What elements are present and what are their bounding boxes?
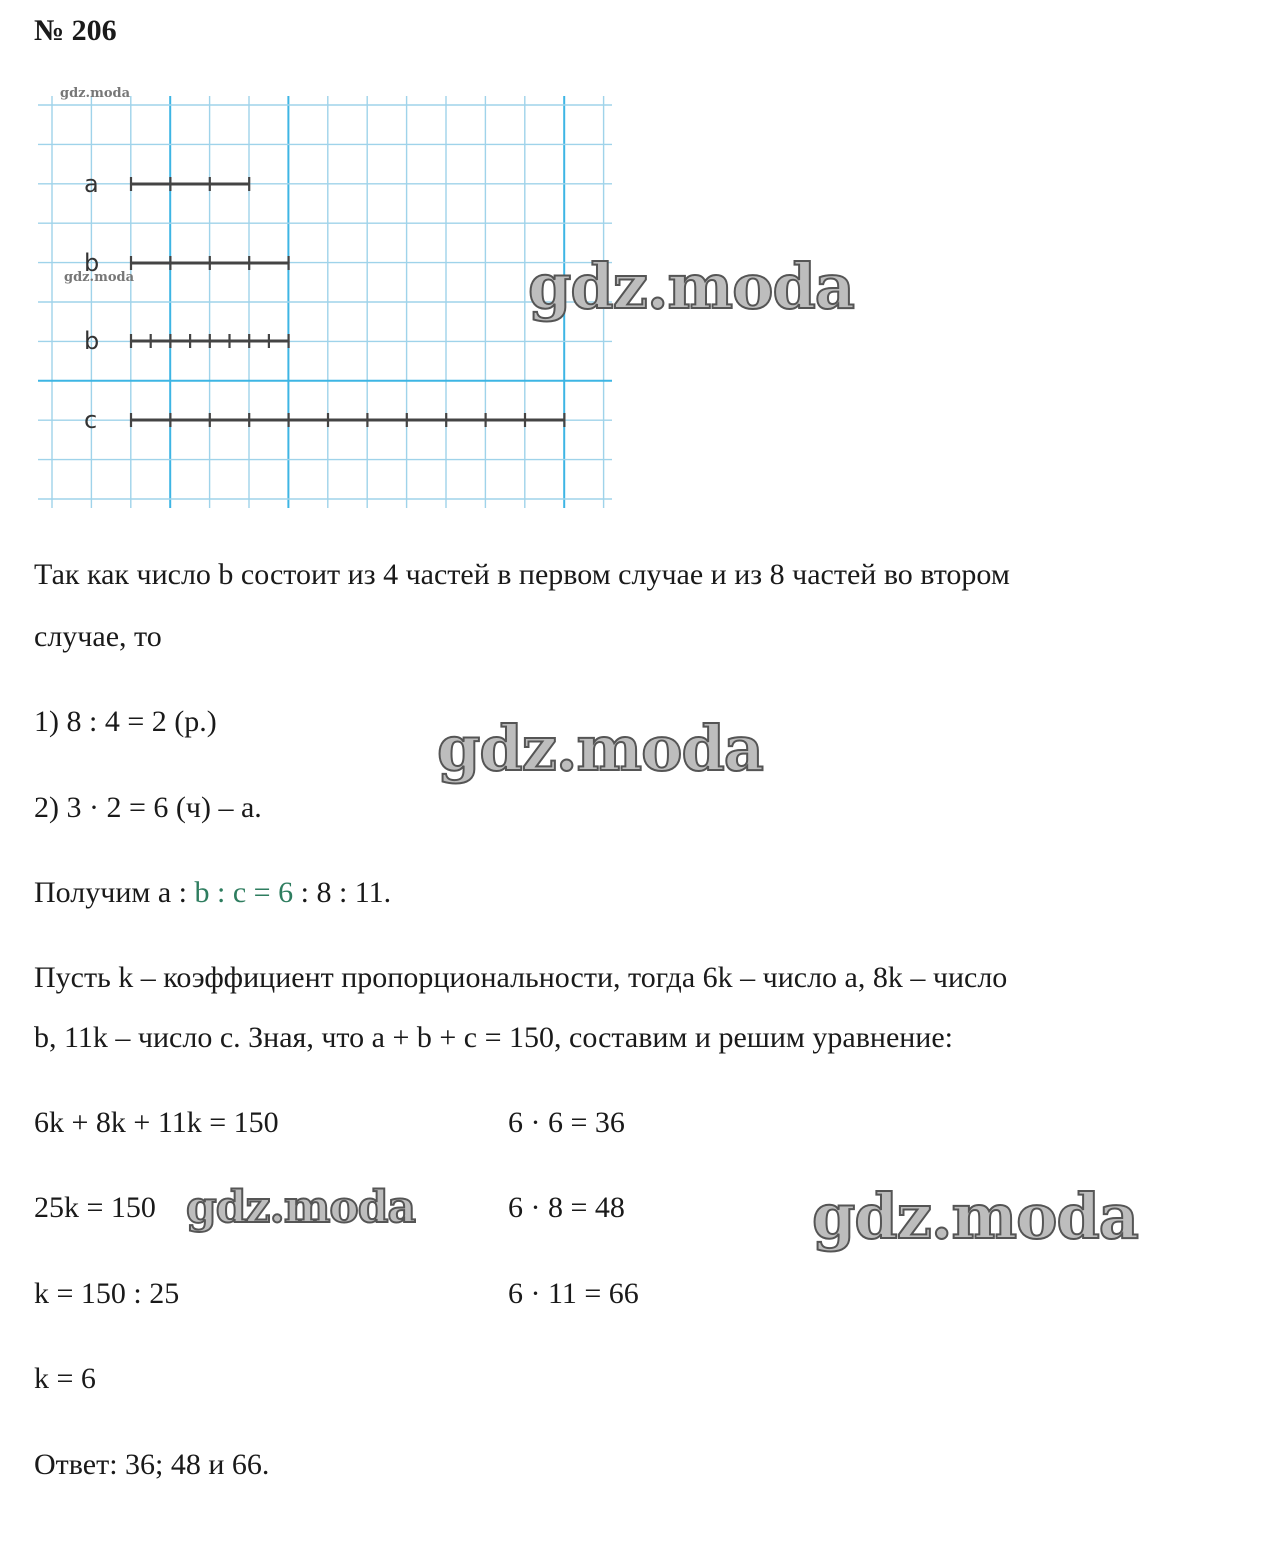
equation-4: k = 6 xyxy=(34,1362,96,1395)
ratio-suffix: : 8 : 11. xyxy=(293,876,392,909)
watermark-2: gdz.moda xyxy=(437,712,763,785)
answer: Ответ: 36; 48 и 66. xyxy=(34,1448,270,1481)
watermark-small-2: gdz.moda xyxy=(64,270,135,285)
grid-paper xyxy=(38,96,612,508)
calc-a: 6 · 6 = 36 xyxy=(508,1106,625,1139)
calc-b: 6 · 8 = 48 xyxy=(508,1191,625,1224)
watermark-1: gdz.moda xyxy=(528,250,854,323)
watermark-small-1: gdz.moda xyxy=(60,86,131,101)
ratio-highlight: b : c = 6 xyxy=(194,876,294,909)
step-1: 1) 8 : 4 = 2 (р.) xyxy=(34,705,217,738)
segment-label: c xyxy=(84,406,98,434)
segment-label: b xyxy=(84,327,100,355)
watermark-3: gdz.moda xyxy=(186,1182,416,1233)
paragraph-2-line-1: Пусть k – коэффициент пропорциональности, тогда 6k – число а, 8k – число xyxy=(34,961,1008,994)
ratio-prefix: Получим а : xyxy=(34,876,195,909)
ratio-result xyxy=(34,878,1224,908)
watermark-4: gdz.moda xyxy=(812,1180,1138,1253)
problem-number: № 206 xyxy=(34,14,117,47)
step-2: 2) 3 · 2 = 6 (ч) – а. xyxy=(34,791,262,824)
segment-label: b xyxy=(84,249,100,277)
paragraph-1-line-2: случае, то xyxy=(34,620,162,653)
paragraph-1-line-1: Так как число b состоит из 4 частей в первом случае и из 8 частей во втором xyxy=(34,558,1010,591)
segment-label: a xyxy=(84,170,99,198)
equation-3: k = 150 : 25 xyxy=(34,1277,180,1310)
equation-1: 6k + 8k + 11k = 150 xyxy=(34,1106,279,1139)
calc-c: 6 · 11 = 66 xyxy=(508,1277,639,1310)
equation-2: 25k = 150 xyxy=(34,1191,156,1224)
paragraph-2-line-2: b, 11k – число с. Зная, что а + b + c = 150, составим и решим уравнение: xyxy=(34,1021,954,1054)
